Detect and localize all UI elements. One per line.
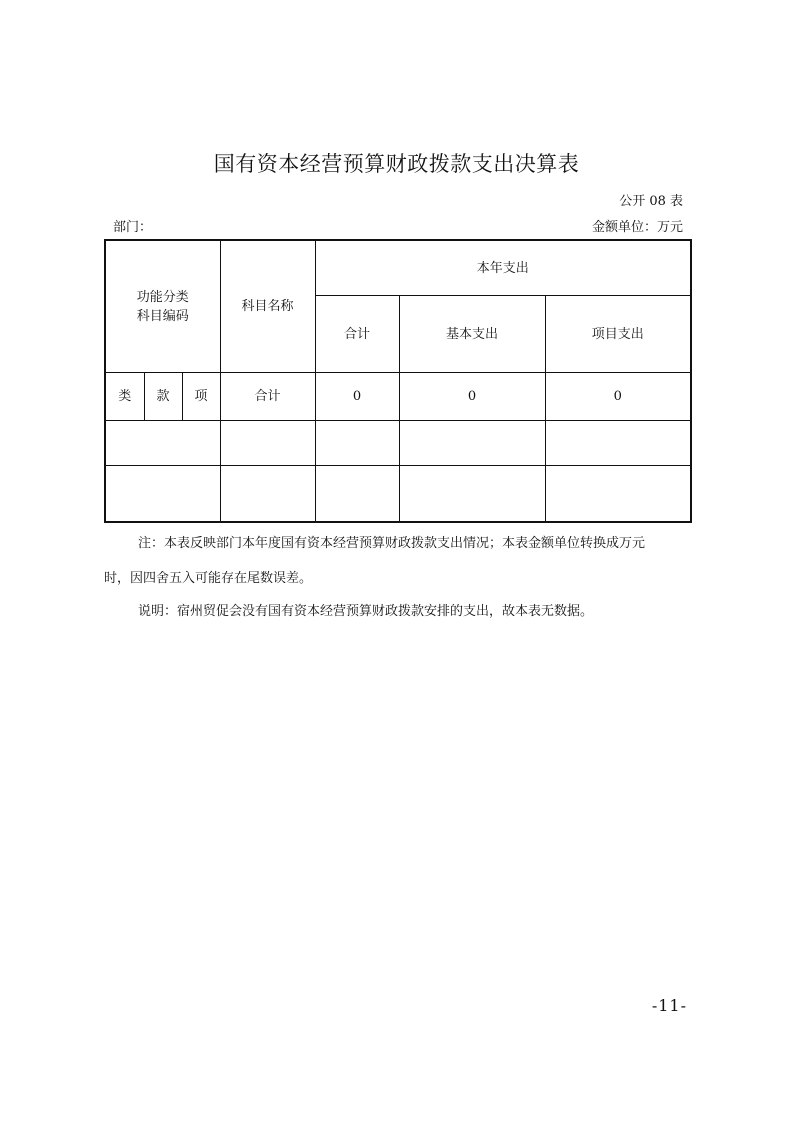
header-current-year-expenditure: 本年支出 (315, 240, 691, 296)
subheader-lei: 类 (105, 373, 144, 421)
form-number: 公开 08 表 (619, 194, 683, 209)
header-subject-name: 科目名称 (220, 240, 315, 373)
header-function-code (105, 240, 220, 373)
empty-cell (399, 466, 545, 523)
table-row (105, 421, 691, 466)
note-line-2: 时，因四舍五入可能存在尾数误差。 (104, 571, 313, 586)
header-total: 合计 (315, 296, 399, 373)
header-basic-expenditure: 基本支出 (399, 296, 545, 373)
page-title: 国有资本经营预算财政拨款支出决算表 (213, 152, 580, 176)
amount-unit-label: 金额单位：万元 (591, 220, 683, 235)
subheader-kuan: 款 (144, 373, 182, 421)
empty-cell (315, 466, 399, 523)
expenditure-table (104, 239, 692, 523)
table-row (105, 466, 691, 523)
empty-cell (545, 466, 691, 523)
empty-cell (545, 421, 691, 466)
header-project-expenditure: 项目支出 (545, 296, 691, 373)
empty-cell (105, 421, 220, 466)
summary-project-value: 0 (545, 373, 691, 421)
summary-total-value: 0 (315, 373, 399, 421)
note-line-1: 注：本表反映部门本年度国有资本经营预算财政拨款支出情况；本表金额单位转换成万元 (138, 536, 646, 551)
header-function-code-line2: 科目编码 (136, 308, 189, 324)
empty-cell (220, 466, 315, 523)
department-label: 部门： (113, 220, 153, 235)
empty-cell (105, 466, 220, 523)
empty-cell (220, 421, 315, 466)
empty-cell (315, 421, 399, 466)
summary-basic-value: 0 (399, 373, 545, 421)
summary-label: 合计 (220, 373, 315, 421)
page-number: -11- (651, 996, 687, 1015)
header-function-code-line1: 功能分类 (136, 289, 189, 305)
empty-cell (399, 421, 545, 466)
explanation-note: 说明：宿州贸促会没有国有资本经营预算财政拨款安排的支出，故本表无数据。 (138, 604, 594, 619)
subheader-xiang: 项 (182, 373, 220, 421)
